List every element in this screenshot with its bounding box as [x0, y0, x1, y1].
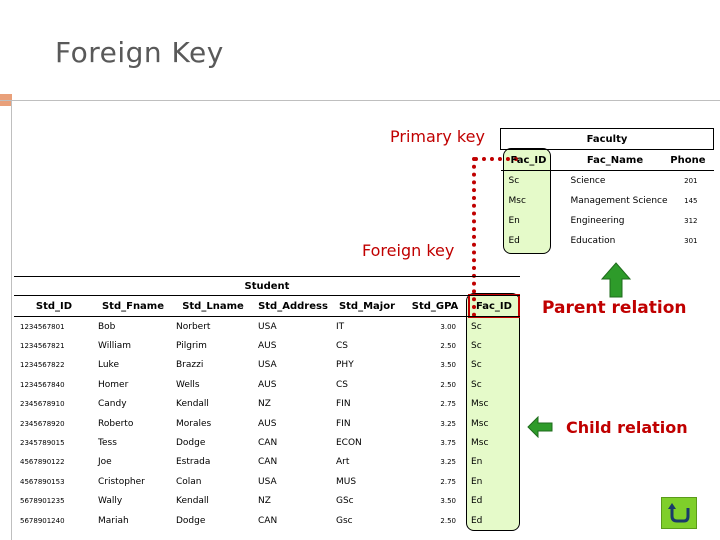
- student-header: Fac_ID: [468, 296, 520, 317]
- student-cell: IT: [336, 321, 345, 332]
- table-row: [14, 336, 520, 355]
- student-cell: Sc: [471, 360, 482, 371]
- table-row: [14, 317, 520, 337]
- student-cell: USA: [258, 476, 277, 487]
- student-cell: Cristopher: [98, 476, 145, 487]
- student-cell: Kendall: [176, 496, 209, 507]
- child-relation-label: Child relation: [566, 418, 688, 437]
- table-row: [14, 375, 520, 394]
- student-header: Std_Major: [332, 296, 402, 317]
- student-cell: 1234567801: [20, 322, 65, 331]
- table-row: [501, 211, 714, 231]
- student-cell: Homer: [98, 379, 129, 390]
- return-arrow-icon: [667, 502, 691, 524]
- table-row: [14, 433, 520, 452]
- faculty-header-phone: Phone: [669, 150, 713, 171]
- student-cell: Luke: [98, 360, 119, 371]
- student-cell: Tess: [98, 438, 117, 449]
- student-cell: 3.50: [440, 361, 456, 370]
- student-cell: PHY: [336, 360, 354, 371]
- parent-relation-label: Parent relation: [542, 298, 687, 318]
- foreign-key-label: Foreign key: [362, 241, 455, 260]
- faculty-cell: 301: [684, 237, 698, 245]
- student-cell: 3.25: [440, 419, 456, 428]
- slide-title: Foreign Key: [55, 36, 224, 69]
- student-cell: Ed: [471, 496, 483, 507]
- primary-key-label: Primary key: [390, 127, 485, 146]
- student-cell: Mariah: [98, 515, 129, 526]
- student-header: Std_GPA: [402, 296, 468, 317]
- student-cell: USA: [258, 321, 277, 332]
- student-cell: 2.50: [440, 380, 456, 389]
- student-cell: Norbert: [176, 321, 211, 332]
- faculty-cell: Science: [570, 176, 606, 186]
- student-cell: AUS: [258, 418, 277, 429]
- student-cell: Sc: [471, 321, 482, 332]
- student-cell: En: [471, 476, 483, 487]
- student-cell: FIN: [336, 399, 351, 410]
- faculty-cell: Ed: [508, 236, 520, 246]
- student-cell: 5678901240: [20, 516, 65, 525]
- return-button[interactable]: [661, 497, 697, 529]
- faculty-caption: Faculty: [501, 129, 714, 150]
- student-cell: Kendall: [176, 399, 209, 410]
- student-cell: Msc: [471, 399, 489, 410]
- student-header: Std_ID: [14, 296, 94, 317]
- student-cell: Gsc: [336, 515, 353, 526]
- table-row: [14, 356, 520, 375]
- student-cell: Msc: [471, 418, 489, 429]
- faculty-cell: Management Science: [570, 196, 668, 206]
- table-row: [501, 231, 714, 251]
- student-cell: AUS: [258, 379, 277, 390]
- faculty-cell: 201: [684, 177, 698, 185]
- student-cell: NZ: [258, 496, 271, 507]
- student-cell: 3.50: [440, 497, 456, 506]
- student-cell: Estrada: [176, 457, 211, 468]
- student-cell: 3.00: [440, 322, 456, 331]
- student-cell: CAN: [258, 438, 278, 449]
- student-cell: Ed: [471, 515, 483, 526]
- student-cell: USA: [258, 360, 277, 371]
- table-row: [14, 453, 520, 472]
- student-cell: Wells: [176, 379, 200, 390]
- student-cell: MUS: [336, 476, 357, 487]
- student-cell: ECON: [336, 438, 362, 449]
- student-cell: NZ: [258, 399, 271, 410]
- table-row: [14, 414, 520, 433]
- student-cell: 4567890122: [20, 458, 65, 467]
- title-divider: [0, 100, 720, 101]
- student-cell: Colan: [176, 476, 202, 487]
- table-row: [14, 492, 520, 511]
- student-cell: Art: [336, 457, 350, 468]
- student-cell: Joe: [98, 457, 112, 468]
- student-cell: 3.25: [440, 458, 456, 467]
- table-row: [501, 191, 714, 211]
- faculty-cell: 312: [684, 217, 698, 225]
- faculty-header-fac-name: Fac_Name: [561, 150, 670, 171]
- student-header: Std_Lname: [172, 296, 254, 317]
- student-cell: 5678901235: [20, 497, 65, 506]
- left-rule: [11, 100, 12, 540]
- student-cell: GSc: [336, 496, 354, 507]
- student-cell: FIN: [336, 418, 351, 429]
- student-cell: Dodge: [176, 438, 206, 449]
- student-header: Std_Fname: [94, 296, 172, 317]
- student-cell: 2.50: [440, 342, 456, 351]
- faculty-table: [500, 128, 714, 251]
- student-cell: Roberto: [98, 418, 134, 429]
- student-cell: Wally: [98, 496, 123, 507]
- faculty-cell: En: [508, 216, 520, 226]
- student-cell: 2.75: [440, 477, 456, 486]
- student-cell: Msc: [471, 438, 489, 449]
- student-cell: Pilgrim: [176, 341, 207, 352]
- table-row: [14, 472, 520, 491]
- student-header: Std_Address: [254, 296, 332, 317]
- student-cell: Sc: [471, 379, 482, 390]
- student-cell: Morales: [176, 418, 212, 429]
- student-cell: 1234567840: [20, 380, 65, 389]
- student-cell: 2.75: [440, 400, 456, 409]
- student-table: [14, 276, 520, 530]
- student-cell: William: [98, 341, 131, 352]
- student-cell: Dodge: [176, 515, 206, 526]
- table-row: [501, 171, 714, 192]
- student-cell: AUS: [258, 341, 277, 352]
- student-cell: 1234567821: [20, 342, 65, 351]
- student-cell: 2.50: [440, 516, 456, 525]
- faculty-cell: 145: [684, 197, 698, 205]
- student-cell: CAN: [258, 515, 278, 526]
- student-cell: CAN: [258, 457, 278, 468]
- student-cell: CS: [336, 341, 348, 352]
- student-cell: Sc: [471, 341, 482, 352]
- student-cell: 2345678920: [20, 419, 65, 428]
- faculty-cell: Education: [570, 236, 616, 246]
- faculty-cell: Engineering: [570, 216, 625, 226]
- student-cell: 1234567822: [20, 361, 65, 370]
- up-arrow-icon: [601, 262, 631, 298]
- faculty-cell: Msc: [508, 196, 526, 206]
- table-row: [14, 511, 520, 530]
- student-cell: CS: [336, 379, 348, 390]
- student-cell: Candy: [98, 399, 127, 410]
- left-arrow-icon: [527, 416, 553, 438]
- student-cell: Bob: [98, 321, 116, 332]
- faculty-cell: Sc: [508, 176, 520, 186]
- table-row: [14, 395, 520, 414]
- student-cell: 2345789015: [20, 439, 65, 448]
- student-cell: Brazzi: [176, 360, 204, 371]
- student-cell: 3.75: [440, 439, 456, 448]
- student-cell: 2345678910: [20, 400, 65, 409]
- student-cell: En: [471, 457, 483, 468]
- student-cell: 4567890153: [20, 477, 65, 486]
- student-caption: Student: [14, 277, 520, 296]
- faculty-header-fac-id: Fac_ID: [501, 150, 561, 171]
